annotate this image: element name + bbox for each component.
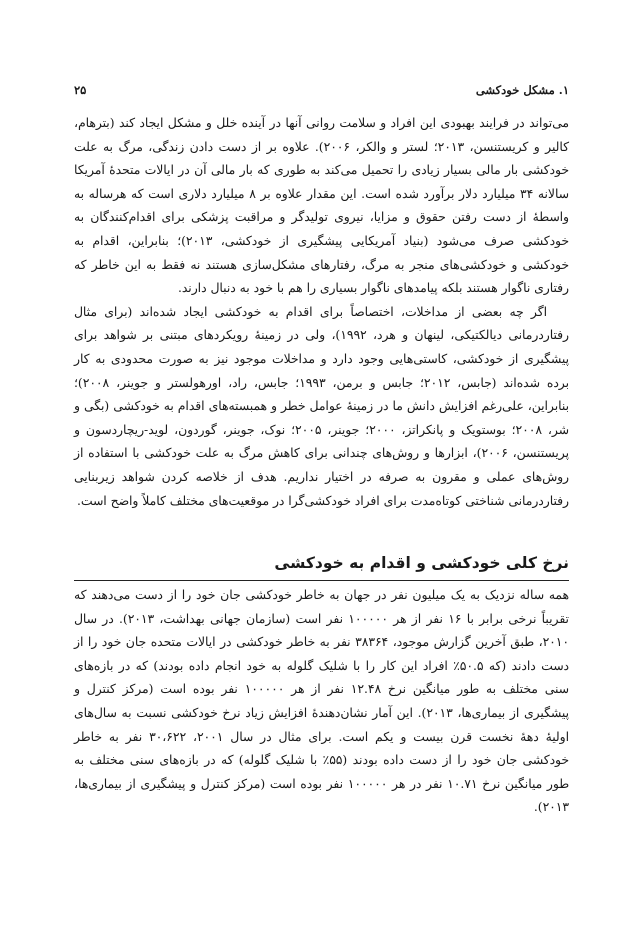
section-paragraph: همه ساله نزدیک به یک میلیون نفر در جهان به خاطر خودکشی جان خود را از دست می‌دهند که تقریباً نرخی برابر با ۱۶ نفر از هر ۱۰۰۰۰۰ نفر است (سازمان جهانی بهداشت، ۲۰۱۳). در سال ۲۰۱۰، طبق آخرین گزارش موجود، ۳۸۳۶۴ نفر به خاطر خودکشی در ایالات متحده جان خود را از دست دادند (که ۵۰.۵٪ افراد این کار را با شلیک گلوله به خود انجام داده بودند) که در بازه‌های سنی مختلف به طور میانگین نرخ ۱۲.۴۸ نفر از هر ۱۰۰۰۰۰ نفر بوده است (مرکز کنترل و پیشگیری از بیماری‌ها، ۲۰۱۳). این آمار نشان‌دهندهٔ افزایش زیاد نرخ خودکشی نسبت به سال‌های اولیهٔ دههٔ نخست قرن بیست و یکم است. برای مثال در سال ۲۰۰۱، ۳۰،۶۲۲ نفر به خاطر خودکشی جان خود را از دست داده بودند (۵۵٪ با شلیک گلوله) که در بازه‌های سنی مختلف به طور میانگین نرخ ۱۰.۷۱ نفر در هر ۱۰۰۰۰۰ نفر بوده است (مرکز کنترل و پیشگیری از بیماری‌ها، ۲۰۱۳).	[74, 588, 570, 815]
section-body	[74, 584, 569, 820]
section-heading: نرخ کلی خودکشی و اقدام به خودکشی	[274, 554, 569, 572]
chapter-title: ۱. مشکل خودکشی	[475, 83, 569, 97]
body-text	[74, 112, 569, 513]
paragraph-2: اگر چه بعضی از مداخلات، اختصاصاً برای اقدام به خودکشی ایجاد شده‌اند (برای مثال رفتاردرمانی دیالکتیکی، لینهان و هرد، ۱۹۹۲)، ولی در زمینهٔ رویکردهای مبتنی بر شواهد برای پیشگیری از خودکشی، کاستی‌هایی وجود دارد و مداخلات موجود نیز به صورت محدودی به کار برده شده‌اند (جابس، ۲۰۱۲؛ جابس و برمن، ۱۹۹۳؛ جابس، راد، اورهولستر و جوینر، ۲۰۰۸)؛ بنابراین، علی‌رغم افزایش دانش ما در زمینهٔ عوامل خطر و همبسته‌های اقدام به خودکشی (بگی و شر، ۲۰۰۸؛ بوستویک و پانکراتز، ۲۰۰۰؛ جوینر، ۲۰۰۵؛ نوک، جوینر، گوردون، لوید-ریچاردسون و پریستنسن، ۲۰۰۶)، ابزارها و روش‌های چندانی برای کاهش مرگ به علت خودکشی با استفاده از روش‌های عملی و مقرون به صرفه در اختیار نداریم. هدف از خلاصه کردن شواهد زیربنایی رفتاردرمانی شناختی کوتاه‌مدت برای افراد خودکشی‌گرا در موقعیت‌های مختلف کاملاً واضح است.	[74, 304, 570, 508]
running-header	[74, 80, 569, 100]
page-number: ۲۵	[74, 83, 87, 97]
paragraph-1: می‌تواند در فرایند بهبودی این افراد و سلامت روانی آنها در آینده خلل و مشکل ایجاد کند (بترهام، کالیر و کریستنسن، ۲۰۱۳؛ لستر و والکر، ۲۰۰۶). علاوه بر از دست دادن زندگی، مرگ به علت خودکشی بار مالی بسیار زیادی را تحمیل می‌کند به طوری که بار مالی آن در ایالات متحدهٔ آمریکا سالانه ۳۴ میلیارد دلار برآورد شده است. این مقدار علاوه بر ۸ میلیارد دلاری است که هرساله به واسطهٔ از دست رفتن حقوق و مزایا، نیروی تولیدگر و مراقبت پزشکی برای اقدام‌کنندگان به خودکشی صرف می‌شود (بنیاد آمریکایی پیشگیری از خودکشی، ۲۰۱۳)؛ بنابراین، اقدام به خودکشی و خودکشی‌های منجر به مرگ، رفتارهای مشکل‌سازی هستند نه فقط به این خاطر که رفتاری ناگوار هستند بلکه پیامدهای ناگوار بسیاری را هم با خود به دنبال دارند.	[74, 116, 570, 296]
section-divider	[74, 580, 569, 581]
